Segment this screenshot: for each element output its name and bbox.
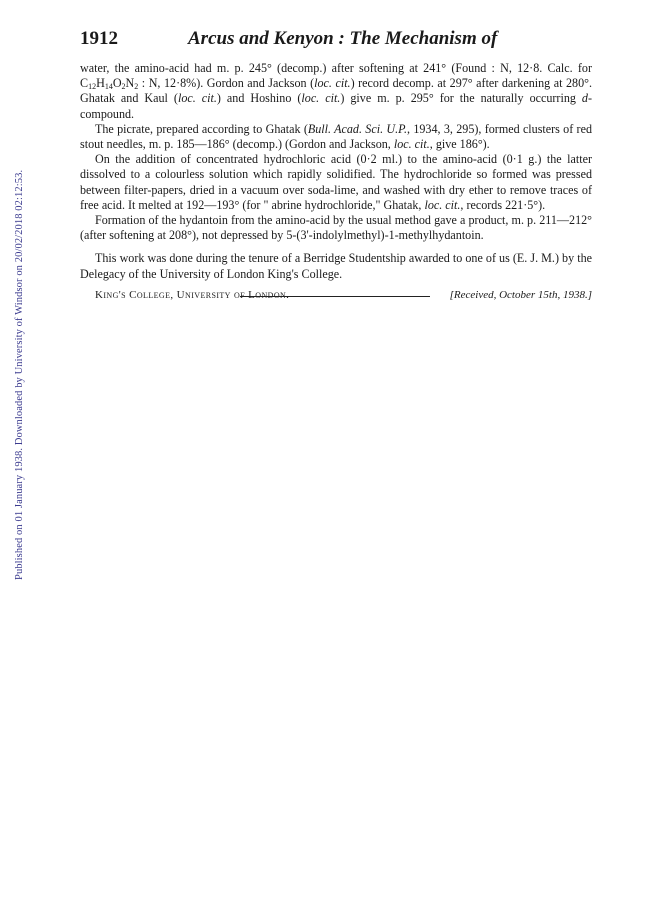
p1-loc-cit-2: loc. cit. (177, 91, 217, 106)
paragraph-4: Formation of the hydantoin from the amino-acid by the usual method gave a product, m. p. 211—212° (after softening at 208°), not depressed by 5-(3'-indolylmethyl)-1-methylhydantoin. (80, 213, 592, 243)
p1-loc-cit-3: loc. cit. (301, 91, 341, 106)
page-number: 1912 (80, 28, 118, 49)
download-watermark (2, 160, 25, 680)
p1-text-a: water, the amino-acid had m. p. 245° (decomp.) after softening at 241° (Found : N, 12·8. Calc. for C (80, 61, 592, 91)
p1-text-e: ) give m. p. 295° for the naturally occurring (340, 91, 582, 106)
p1-n: N (125, 76, 135, 91)
p1-sub-o: 2 (121, 82, 126, 92)
p1-sub-n: 2 (134, 82, 139, 92)
paragraph-2 (80, 122, 592, 152)
running-title: Arcus and Kenyon : The Mechanism of (188, 28, 498, 49)
p1-h: H (96, 76, 105, 91)
p2-journal: Bull. Acad. Sci. U.P. (307, 121, 408, 136)
p2-text-c: , give 186°). (429, 137, 490, 152)
p1-o: O (112, 76, 122, 91)
p2-text-b: , 1934, 3, 295), formed clusters of red stout needles, m. p. 185—186° (decomp.) (Gordon and Jackson, (80, 121, 592, 152)
article-body (80, 61, 592, 303)
p1-d-prefix: d (581, 91, 588, 106)
p1-text-b: : N, 12·8%). Gordon and Jackson ( (138, 76, 315, 91)
paragraph-3 (80, 152, 592, 213)
acknowledgement-paragraph: This work was done during the tenure of a Berridge Studentship awarded to one of us (E. J. M.) by the Delegacy of the University of London King's College. (80, 251, 592, 281)
download-note-text: Published on 01 January 1938. Downloaded by University of Windsor on 20/02/2018 02:12:53. (14, 169, 25, 580)
p1-text-f: -compound. (80, 91, 592, 121)
p2-loc-cit: loc. cit. (393, 137, 430, 152)
p3-text-b: , records 221·5°). (460, 197, 546, 212)
p1-sub-h: 14 (104, 82, 113, 92)
p1-text-d: ) and Hoshino ( (216, 91, 302, 106)
p1-text-c: ) record decomp. at 297° after darkening at 280°. Ghatak and Kaul ( (80, 76, 592, 106)
received-date: [Received, October 15th, 1938.] (449, 288, 592, 301)
p3-text-a: On the addition of concentrated hydrochloric acid (0·2 ml.) to the amino-acid (0·1 g.) the latter dissolved to a colourless solution which rapidly solidified. The hydrochloride so formed was pressed between filter-papers, dried in a vacuum over soda-lime, and washed with dry ether to remove traces of free acid. It melted at 192—193° (for " abrine hydrochloride," Ghatak, (80, 152, 592, 212)
page-header (80, 28, 592, 54)
p2-text-a: The picrate, prepared according to Ghatak ( (95, 121, 308, 136)
end-rule (240, 296, 430, 297)
p3-loc-cit: loc. cit. (424, 197, 461, 212)
paragraph-1 (80, 61, 592, 122)
p1-loc-cit-1: loc. cit. (314, 76, 351, 91)
institution: King's College, University of London. (95, 288, 290, 301)
p1-sub-c: 12 (88, 82, 97, 92)
